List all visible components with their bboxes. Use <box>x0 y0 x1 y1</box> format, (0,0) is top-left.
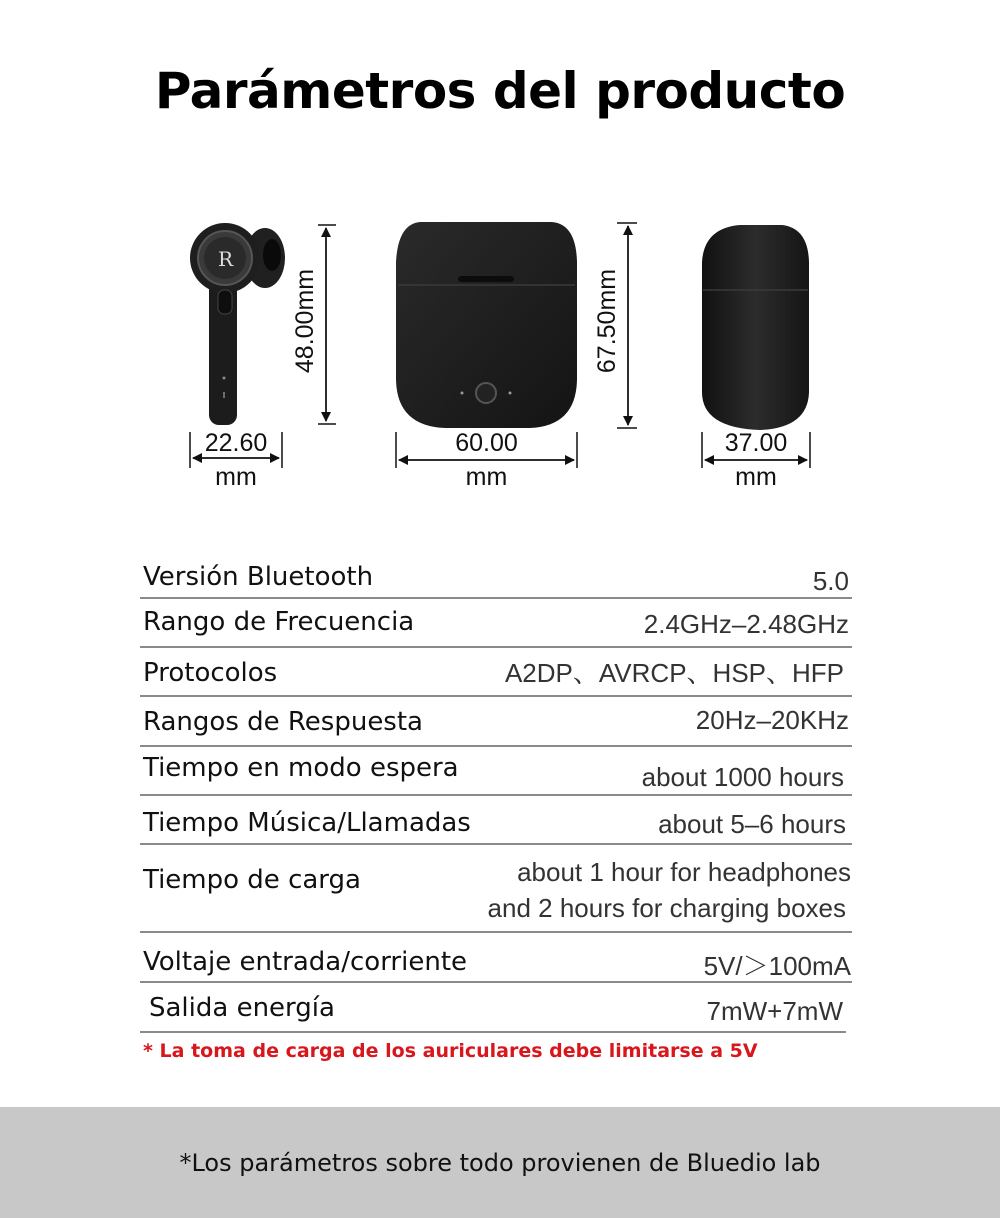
spec-row-standby <box>140 747 852 796</box>
spec-value: A2DP、AVRCP、HSP、HFP <box>504 658 844 688</box>
spec-label: Rangos de Respuesta <box>143 707 423 737</box>
spec-label: Voltaje entrada/corriente <box>143 947 468 977</box>
case-depth-unit: mm <box>735 463 777 491</box>
spec-row-power-output <box>140 983 846 1033</box>
spec-row-protocols <box>140 648 852 697</box>
spec-label: Salida energía <box>149 993 335 1023</box>
footer-bar <box>0 1107 1000 1218</box>
footer-disclaimer: *Los parámetros sobre todo provienen de Bluedio lab <box>179 1149 821 1177</box>
spec-table <box>140 556 852 1033</box>
spec-row-response <box>140 697 852 747</box>
case-width-unit: mm <box>465 463 508 491</box>
spec-value: 7mW+7mW <box>706 996 843 1026</box>
case-width-label: 60.00 <box>455 429 518 457</box>
spec-row-music-time <box>140 796 852 845</box>
spec-value: 5V/＞100mA <box>703 951 851 981</box>
case-side-image <box>702 225 809 430</box>
earbud-r-mark: R <box>218 247 234 271</box>
case-front-image <box>396 222 577 428</box>
spec-row-frequency <box>140 599 852 648</box>
spec-row-charge-time <box>140 845 852 933</box>
earbud-width-unit: mm <box>215 463 257 491</box>
spec-label: Rango de Frecuencia <box>143 607 415 637</box>
earbud-height-label: 48.00mm <box>291 268 319 374</box>
spec-value: 5.0 <box>812 566 849 596</box>
case-depth-label: 37.00 <box>724 429 788 457</box>
spec-value: 2.4GHz–2.48GHz <box>643 609 849 639</box>
spec-value: about 5–6 hours <box>658 809 846 839</box>
spec-value: about 1000 hours <box>641 762 844 792</box>
product-dimensions <box>0 0 1000 520</box>
spec-label: Tiempo en modo espera <box>143 753 459 783</box>
page-title: Parámetros del producto <box>154 62 846 120</box>
spec-label: Protocolos <box>143 658 278 688</box>
spec-label: Tiempo Música/Llamadas <box>143 808 471 838</box>
spec-value-line2: and 2 hours for charging boxes <box>487 893 846 923</box>
charging-warning-note: * La toma de carga de los auriculares debe limitarse a 5V <box>143 1040 758 1062</box>
spec-row-bluetooth <box>140 556 852 599</box>
spec-row-voltage <box>140 933 852 983</box>
earbud-width-label: 22.60 <box>204 429 268 457</box>
spec-value: 20Hz–20KHz <box>695 705 849 735</box>
spec-label: Tiempo de carga <box>143 865 361 895</box>
earbud-image <box>190 223 285 425</box>
spec-value-line1: about 1 hour for headphones <box>517 857 851 887</box>
spec-label: Versión Bluetooth <box>143 562 374 592</box>
case-height-label: 67.50mm <box>593 268 621 374</box>
